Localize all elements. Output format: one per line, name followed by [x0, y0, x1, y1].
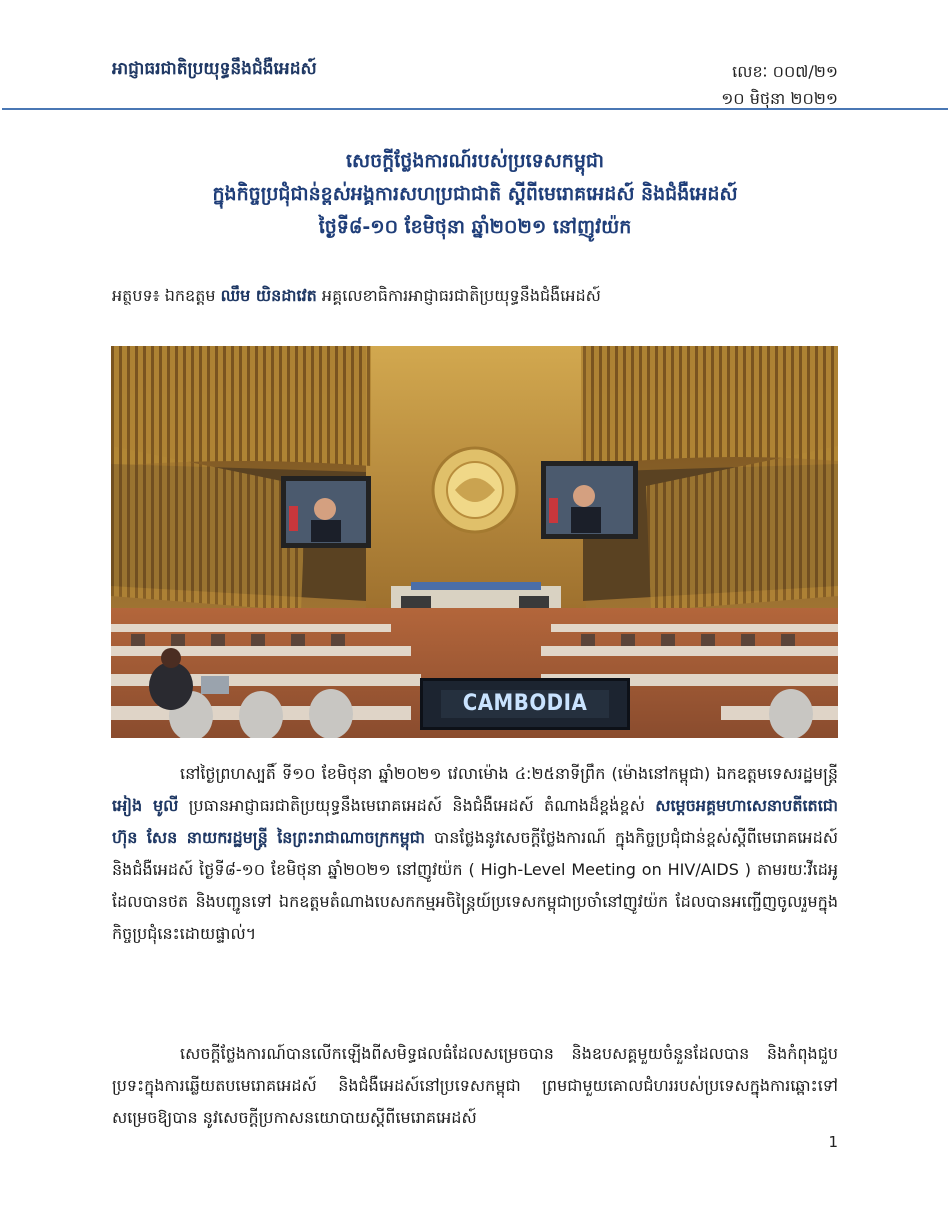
reference-number: លេខៈ ០០៧/២១ — [732, 62, 838, 81]
paragraph-1 — [112, 758, 838, 950]
header-divider — [2, 108, 948, 110]
author-prefix: អត្ថបទ៖ ឯកឧត្តម — [112, 286, 216, 305]
author-name: ឈឹម យិនដាវេត — [220, 286, 317, 305]
author-line — [112, 285, 601, 309]
para1-bold-primeminister: សម្តេចអគ្គមហាសេនាបតីតេជោ ហ៊ុន សែន នាយករដ្ឋមន្ត្រី នៃព្រះរាជាណាចក្រកម្ពុជា — [112, 796, 839, 847]
para1-text-1: នៅថ្ងៃព្រហស្បតិ៍ ទី១០ ខែមិថុនា ឆ្នាំ២០២១ វេលាម៉ោង ៤:២៥នាទីព្រឹក (ម៉ោងនៅកម្ពុជា) ឯកឧត្តមទេសរដ្ឋមន្ត្រី — [180, 764, 838, 783]
title-line-2: ក្នុងកិច្ចប្រជុំជាន់ខ្ពស់អង្គការសហប្រជាជាតិ ស្តីពីមេរោគអេដស៍ និងជំងឺអេដស៍ — [212, 183, 738, 205]
country-nameplate — [420, 678, 630, 730]
nameplate-label: CAMBODIA — [441, 690, 609, 718]
document-date: ១០ មិថុនា ២០២១ — [721, 89, 838, 108]
para1-text-3: បានថ្លែងនូវសេចក្តីថ្លែងការណ៍ ក្នុងកិច្ចប្រជុំជាន់ខ្ពស់ស្តីពីមេរោគអេដស៍ និងជំងឺអេដស៍ ថ្ងៃទី៨-១០ ខែមិថុនា ឆ្នាំ២០២១ នៅញូវយ៉ក ( High-Level Meeting on HIV/AIDS ) តាមរយៈវីដេអូដែលបានថត និងបញ្ជូនទៅ ឯកឧត្តមតំណាងបេសកកម្មអចិន្ត្រៃយ៍ប្រទេសកម្ពុជាប្រចាំនៅញូវយ៉ក ដែលបានអញ្ជើញចូលរួមក្នុងកិច្ចប្រជុំនេះដោយផ្ទាល់។ — [112, 828, 838, 943]
author-title: អគ្គលេខាធិការអាជ្ញាធរជាតិប្រយុទ្ធនឹងជំងឺអេដស៍ — [321, 286, 601, 305]
para1-bold-minister: អៀង មូលី — [112, 796, 179, 815]
para1-text-2: ប្រធានអាជ្ញាធរជាតិប្រយុទ្ធនឹងមេរោគអេដស៍ និងជំងឺអេដស៍ តំណាងដ៏ខ្ពង់ខ្ពស់ — [188, 796, 645, 815]
assembly-hall-photo — [111, 346, 838, 738]
page-number: 1 — [828, 1133, 838, 1151]
paragraph-2: សេចក្តីថ្លែងការណ៍បានលើកឡើងពីសមិទ្ធផលធំដែលសម្រេចបាន និងឧបសគ្គមួយចំនួនដែលបាន និងកំពុងជួបប្រទះក្នុងការឆ្លើយតបមេរោគអេដស៍ និងជំងឺអេដស៍នៅប្រទេសកម្ពុជា ព្រមជាមួយគោលជំហររបស់ប្រទេសក្នុងការឆ្ពោះទៅសម្រេចឱ្យបាន នូវសេចក្តីប្រកាសនយោបាយស្តីពីមេរោគអេដស៍ — [112, 1044, 838, 1127]
title-line-3: ថ្ងៃទី៨-១០ ខែមិថុនា ឆ្នាំ២០២១ នៅញូវយ៉ក — [318, 216, 632, 238]
document-reference — [721, 58, 838, 112]
document-title — [112, 145, 838, 244]
organization-name: អាជ្ញាធរជាតិប្រយុទ្ធនឹងជំងឺអេដស៍ — [112, 59, 317, 79]
title-line-1: សេចក្តីថ្លែងការណ៍របស់ប្រទេសកម្ពុជា — [345, 150, 604, 172]
